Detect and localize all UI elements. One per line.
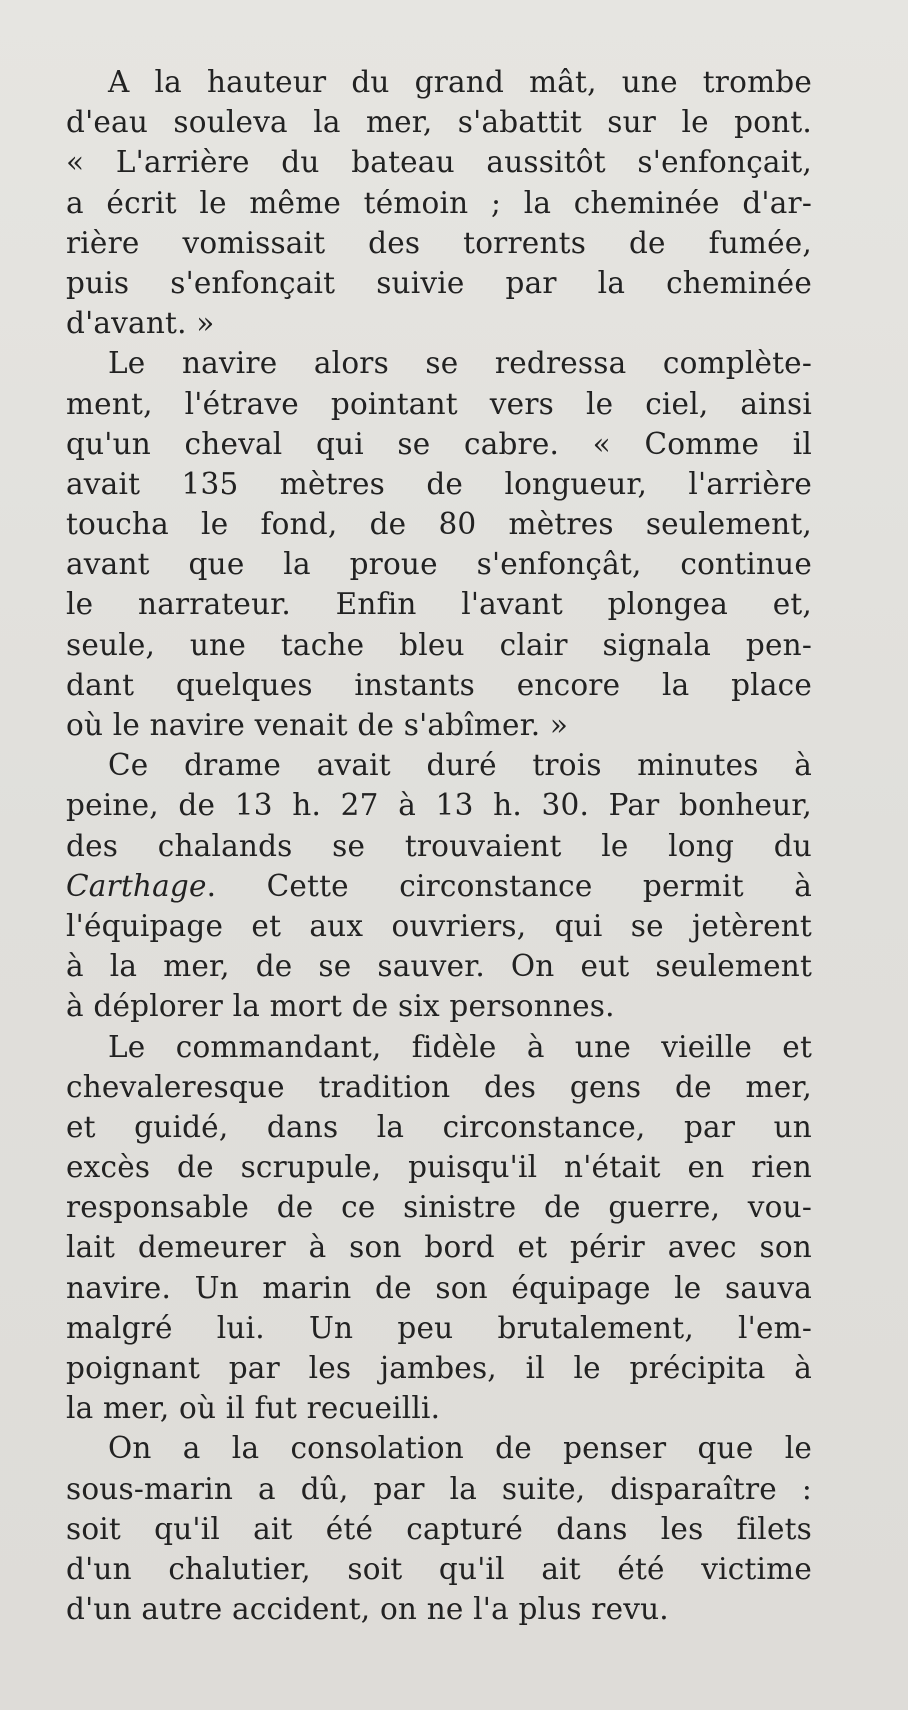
text-line: chevaleresque tradition des gens de mer, [66,1069,812,1104]
text-line: à déplorer la mort de six personnes. [66,989,615,1024]
text-line: dant quelques instants encore la place [66,667,812,702]
text-line: Le commandant, fidèle à une vieille et [108,1029,812,1064]
text-line: navire. Un marin de son équipage le sauva [66,1270,812,1305]
text-line: le narrateur. Enfin l'avant plongea et, [66,587,812,622]
text-line: excès de scrupule, puisqu'il n'était en rien [66,1150,812,1185]
paragraph-5 [66,1428,812,1629]
text-line: d'avant. » [66,306,215,341]
text-line: ment, l'étrave pointant vers le ciel, ainsi [66,386,812,421]
text-line: A la hauteur du grand mât, une trombe [108,65,812,99]
text-line: d'eau souleva la mer, s'abattit sur le pont. [66,105,812,140]
text-line: a écrit le même témoin ; la cheminée d'ar- [66,185,812,220]
text-line: responsable de ce sinistre de guerre, vou- [66,1190,812,1225]
text-line: puis s'enfonçait suivie par la cheminée [66,265,812,300]
text-line: avant que la proue s'enfonçât, continue [66,547,812,582]
book-page-text [66,62,812,1629]
text-line-italic-start [66,866,812,906]
text-line: toucha le fond, de 80 mètres seulement, [66,507,812,542]
paragraph-3 [66,745,812,1026]
text-line: d'un autre accident, on ne l'a plus revu. [66,1592,669,1627]
text-line: sous-marin a dû, par la suite, disparaître : [66,1471,812,1506]
text-line: rière vomissait des torrents de fumée, [66,225,812,260]
text-line: soit qu'il ait été capturé dans les filets [66,1511,812,1546]
text-line: qu'un cheval qui se cabre. « Comme il [66,426,812,461]
text-line: On a la consolation de penser que le [108,1431,812,1466]
text-line: où le navire venait de s'abîmer. » [66,708,569,742]
text-line: l'équipage et aux ouvriers, qui se jetèrent [66,908,812,943]
text-line: à la mer, de se sauver. On eut seulement [66,949,812,984]
text-line: des chalands se trouvaient le long du [66,828,812,863]
text-line: Le navire alors se redressa complète- [108,346,812,381]
text-line: lait demeurer à son bord et périr avec son [66,1230,812,1265]
text-line: avait 135 mètres de longueur, l'arrière [66,466,812,501]
text-line: la mer, où il fut recueilli. [66,1391,441,1426]
text-line: et guidé, dans la circonstance, par un [66,1109,812,1144]
ship-name: Carthage [66,868,207,903]
text-line: seule, une tache bleu clair signala pen- [66,627,812,662]
text-line: peine, de 13 h. 27 à 13 h. 30. Par bonheur, [66,788,812,823]
text-line: Ce drame avait duré trois minutes à [108,748,812,783]
text-line: « L'arrière du bateau aussitôt s'enfonçait, [66,145,812,180]
paragraph-4 [66,1027,812,1429]
text-rest: . Cette circonstance permit à [206,868,812,903]
text-line: poignant par les jambes, il le précipita à [66,1351,812,1385]
paragraph-2 [66,343,812,745]
text-line: d'un chalutier, soit qu'il ait été victime [66,1551,812,1586]
text-line: malgré lui. Un peu brutalement, l'em- [66,1310,812,1345]
paragraph-1 [66,62,812,343]
